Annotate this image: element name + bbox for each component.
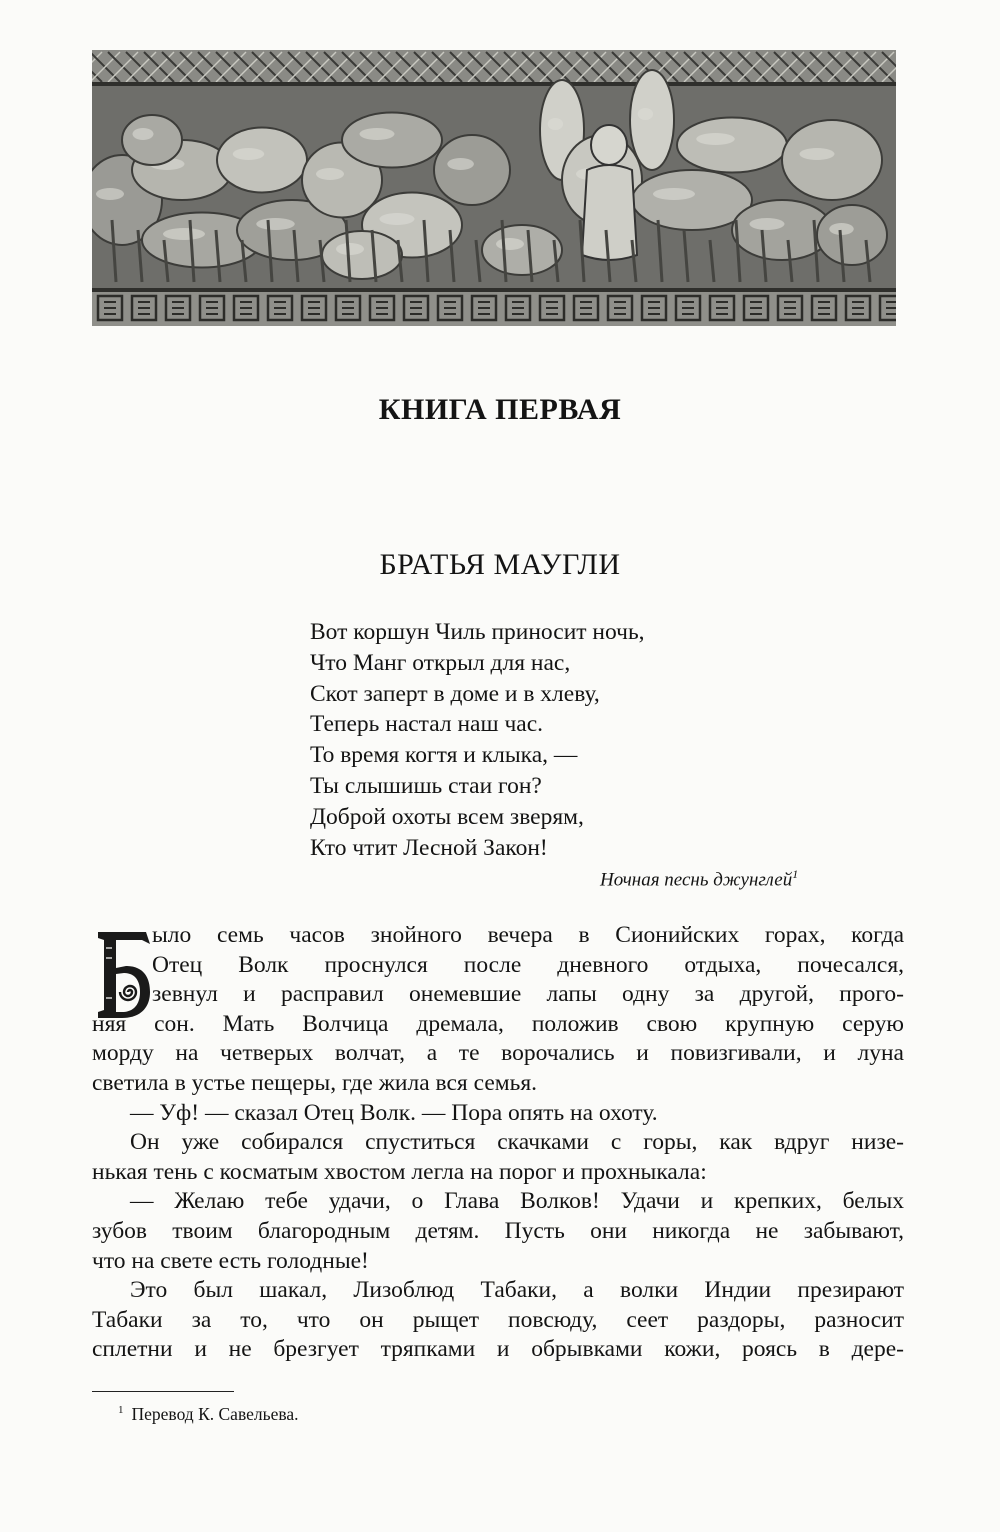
main-text <box>92 921 904 1365</box>
footnote <box>118 1404 299 1425</box>
text-line: няя сон. Мать Волчица дремала, положив свою крупную серую <box>92 1010 904 1037</box>
epigraph <box>310 617 870 891</box>
text-line: нькая тень с косматым хвостом легла на порог и прохныкала: <box>92 1158 707 1185</box>
text-line: Табаки за то, что он рыщет повсюду, сеет раздоры, разносит <box>92 1306 904 1333</box>
epigraph-line: Скот заперт в доме и в хлеву, <box>310 680 600 707</box>
book-title: КНИГА ПЕРВАЯ <box>378 393 622 426</box>
text-line: морду на четверых волчат, а те ворочались и повизгивали, и луна <box>92 1040 904 1067</box>
epigraph-line: Кто чтит Лесной Закон! <box>310 834 548 861</box>
epigraph-source <box>600 867 798 891</box>
epigraph-line: Вот коршун Чиль приносит ночь, <box>310 619 645 645</box>
epigraph-line: То время когтя и клыка, — <box>310 742 578 769</box>
text-line: зевнул и расправил онемевшие лапы одну за другой, прого- <box>152 981 904 1008</box>
epigraph-line: Что Манг открыл для нас, <box>310 649 571 676</box>
text-line: Отец Волк проснулся после дневного отдыха, почесался, <box>152 951 904 978</box>
text-line: ыло семь часов знойного вечера в Сионийских горах, когда <box>152 922 904 948</box>
text-line: сплетни и не брезгует тряпками и обрывками кожи, роясь в дере- <box>92 1336 904 1363</box>
footnote-text: Перевод К. Савельева. <box>131 1404 299 1424</box>
chapter-title: БРАТЬЯ МАУГЛИ <box>379 548 621 581</box>
epigraph-line: Ты слышишь стаи гон? <box>310 772 542 799</box>
text-line: зубов твоим благородным детям. Пусть они никогда не забывают, <box>92 1217 904 1244</box>
epigraph-line: Доброй охоты всем зверям, <box>310 803 584 830</box>
text-line: — Уф! — сказал Отец Волк. — Пора опять на охоту. <box>130 1099 658 1126</box>
text-line: светила в устье пещеры, где жила вся семья. <box>92 1069 538 1096</box>
footnote-reference: 1 <box>792 867 799 881</box>
footnote-mark: 1 <box>118 1404 124 1417</box>
text-line: Это был шакал, Лизоблюд Табаки, а волки Индии презирают <box>130 1277 904 1304</box>
epigraph-line: Теперь настал наш час. <box>310 711 544 738</box>
text-line: — Желаю тебе удачи, о Глава Волков! Удачи и крепких, белых <box>130 1188 904 1215</box>
text-line: Он уже собирался спуститься скачками с горы, как вдруг низе- <box>130 1129 904 1156</box>
footnote-divider <box>92 1391 234 1392</box>
text-line: что на свете есть голодные! <box>92 1247 369 1274</box>
epigraph-source-text: Ночная песнь джунглей <box>600 869 793 891</box>
animal-relief-frieze-icon <box>92 50 896 326</box>
